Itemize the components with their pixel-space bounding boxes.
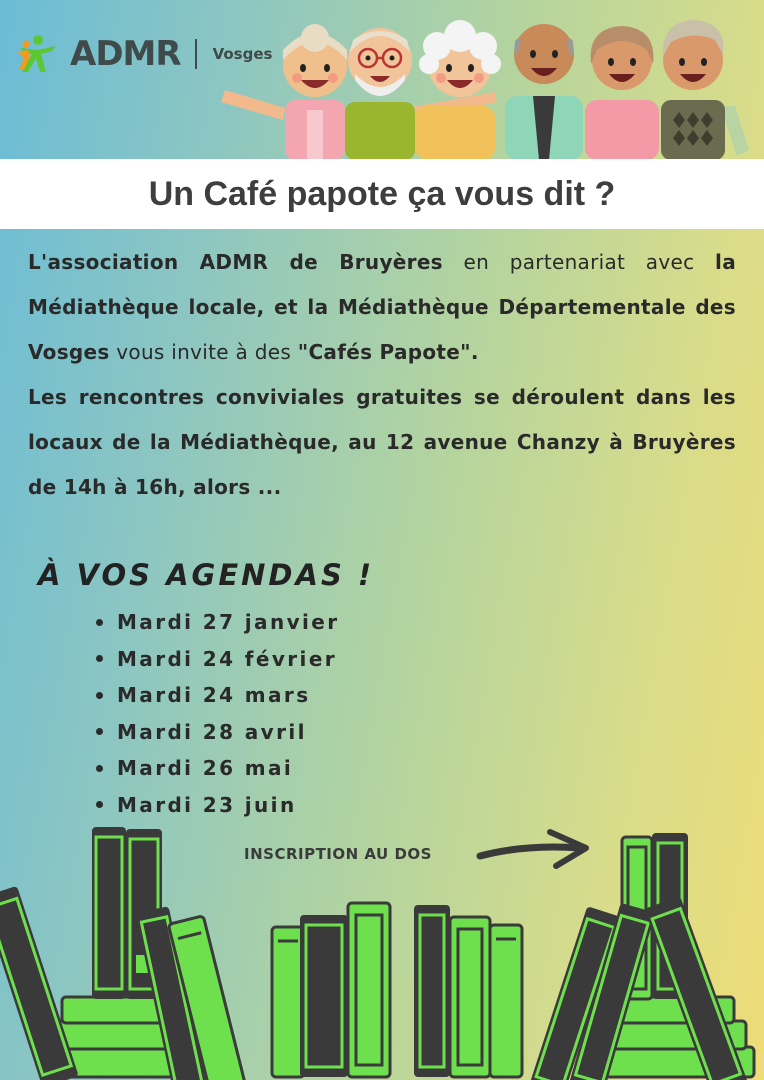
brand-region: Vosges [212,45,273,63]
agenda-date-item [96,641,340,678]
left-book-pile [0,827,249,1080]
intro-association: L'association ADMR de Bruyères [28,250,443,274]
title-band [0,159,764,229]
brand-name: ADMR [70,34,181,74]
middle-books [272,903,522,1077]
agenda-date-text: Mardi 24 mars [117,683,311,707]
bullet-icon [96,619,103,626]
agenda-date-item [96,604,340,641]
intro-text [28,240,736,510]
senior-man-vest [655,20,749,160]
agenda-date-item [96,677,340,714]
agenda-date-text: Mardi 28 avril [117,719,307,744]
agenda-date-item [96,714,340,751]
bullet-icon [96,801,103,808]
page-title: Un Café papote ça vous dit ? [148,174,616,213]
agenda-date-item [96,750,340,787]
senior-woman-brown [585,26,659,160]
intro-paragraph-2 [28,375,736,510]
arrow-right-icon [476,826,596,876]
agenda-dates-list [96,604,340,823]
bullet-icon [96,728,103,735]
agenda-date-text: Mardi 23 juin [117,792,297,817]
senior-woman-curly [415,20,501,160]
admr-figures-icon [16,34,66,74]
agenda-date-text: Mardi 24 février [117,646,338,671]
bullet-icon [96,692,103,699]
intro-cafes-papote: "Cafés Papote". [297,340,479,364]
bullet-icon [96,655,103,662]
intro-invite: vous invite à des [109,340,298,364]
logo-separator [195,39,197,69]
senior-man-bald [505,24,583,160]
intro-paragraph-1 [28,240,736,375]
agenda-date-text: Mardi 26 mai [117,756,294,780]
agenda-heading: À VOS AGENDAS ! [38,558,375,592]
bullet-icon [96,765,103,772]
inscription-note: INSCRIPTION AU DOS [244,845,432,863]
agenda-date-text: Mardi 27 janvier [117,610,340,634]
intro-partnership: en partenariat avec [442,250,716,274]
intro-details: Les rencontres conviviales gratuites se déroulent dans les locaux de la Médiathèque, au 12 avenue Chanzy à Bruyères de 14h à 16h, alors ... [28,385,736,499]
senior-woman-bun [221,24,347,160]
intro-mediatheques: la Médiathèque locale, et la Médiathèque Départementale des Vosges [28,250,736,364]
seniors-illustration [212,10,764,160]
